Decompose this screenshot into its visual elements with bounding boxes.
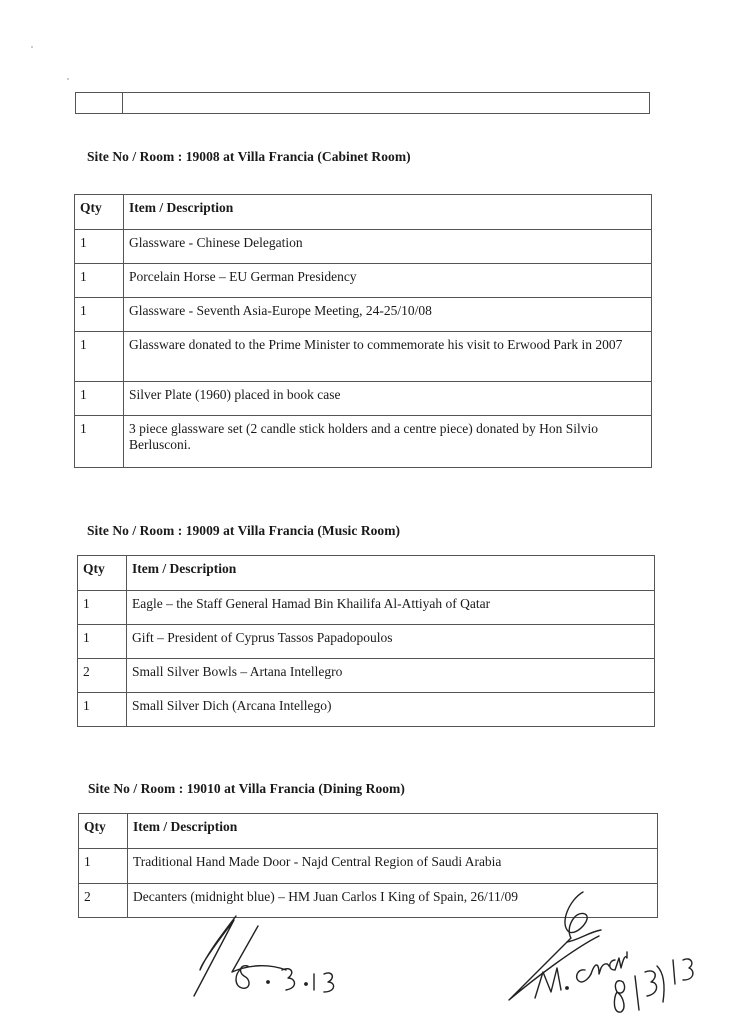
signature-left (190, 912, 350, 1002)
signature-dot (305, 983, 307, 985)
description-cell: Traditional Hand Made Door - Najd Central Region of Saudi Arabia (128, 849, 658, 884)
qty-cell: 1 (75, 332, 124, 382)
inventory-table-cabinet-room (74, 194, 652, 468)
table-row (75, 416, 652, 468)
qty-cell: 1 (75, 298, 124, 332)
qty-cell: 1 (79, 849, 128, 884)
qty-cell-empty (76, 93, 123, 113)
description-cell-empty (123, 93, 649, 113)
signature-stroke (591, 964, 609, 974)
table-row (78, 659, 655, 693)
inventory-table-music-room (77, 555, 655, 727)
qty-cell: 1 (78, 591, 127, 625)
signature-stroke (567, 930, 601, 942)
qty-cell: 1 (78, 693, 127, 727)
qty-cell: 2 (79, 884, 128, 918)
qty-cell: 1 (78, 625, 127, 659)
table-row (75, 264, 652, 298)
signature-stroke (194, 916, 236, 996)
signature-stroke (614, 981, 624, 1012)
table-row (78, 625, 655, 659)
section-title-dining-room: Site No / Room : 19010 at Villa Francia (Dining Room) (88, 781, 405, 796)
qty-cell: 1 (75, 264, 124, 298)
signature-stroke (535, 968, 561, 998)
signature-stroke (610, 952, 627, 970)
description-header: Item / Description (128, 814, 658, 849)
description-cell: Glassware donated to the Prime Minister to commemorate his visit to Erwood Park in 2007 (124, 332, 652, 382)
table-row (75, 298, 652, 332)
signature-stroke (673, 960, 675, 984)
qty-cell: 1 (75, 382, 124, 416)
scan-speck (67, 78, 69, 80)
signature-dot (267, 981, 269, 983)
description-cell: Small Silver Dich (Arcana Intellego) (127, 693, 655, 727)
table-row (78, 693, 655, 727)
description-header: Item / Description (127, 556, 655, 591)
signature-stroke (635, 976, 639, 1010)
signature-stroke (232, 926, 286, 972)
description-cell: 3 piece glassware set (2 candle stick holders and a centre piece) donated by Hon Silvio Berlusconi. (124, 416, 652, 468)
qty-header: Qty (79, 814, 128, 849)
section-title-cabinet-room: Site No / Room : 19008 at Villa Francia (Cabinet Room) (87, 149, 411, 164)
table-row (78, 591, 655, 625)
table-header-row (78, 556, 655, 591)
description-cell: Glassware - Chinese Delegation (124, 230, 652, 264)
description-cell: Silver Plate (1960) placed in book case (124, 382, 652, 416)
table-row (79, 849, 658, 884)
signature-stroke (657, 966, 664, 1002)
description-cell: Glassware - Seventh Asia-Europe Meeting, 24-25/10/08 (124, 298, 652, 332)
table-row (75, 332, 652, 382)
qty-cell: 1 (75, 416, 124, 468)
table-row (75, 382, 652, 416)
signature-stroke (324, 973, 334, 992)
signature-stroke (683, 959, 693, 980)
scan-speck (31, 46, 33, 48)
description-cell: Decanters (midnight blue) – HM Juan Carlos I King of Spain, 26/11/09 (128, 884, 658, 918)
signature-stroke (509, 892, 599, 1000)
description-cell: Porcelain Horse – EU German Presidency (124, 264, 652, 298)
signature-dot (566, 987, 568, 989)
qty-cell: 2 (78, 659, 127, 693)
table-row (75, 230, 652, 264)
qty-header: Qty (78, 556, 127, 591)
qty-header: Qty (75, 195, 124, 230)
qty-cell: 1 (75, 230, 124, 264)
description-cell: Eagle – the Staff General Hamad Bin Khailifa Al-Attiyah of Qatar (127, 591, 655, 625)
description-cell: Small Silver Bowls – Artana Intellegro (127, 659, 655, 693)
description-header: Item / Description (124, 195, 652, 230)
signature-stroke (645, 971, 657, 996)
continued-table-fragment (75, 92, 650, 114)
signature-stroke (577, 970, 591, 982)
signature-stroke (282, 969, 295, 990)
description-cell: Gift – President of Cyprus Tassos Papadopoulos (127, 625, 655, 659)
signature-right (505, 888, 705, 1018)
table-header-row (79, 814, 658, 849)
table-header-row (75, 195, 652, 230)
section-title-music-room: Site No / Room : 19009 at Villa Francia (Music Room) (87, 523, 401, 538)
